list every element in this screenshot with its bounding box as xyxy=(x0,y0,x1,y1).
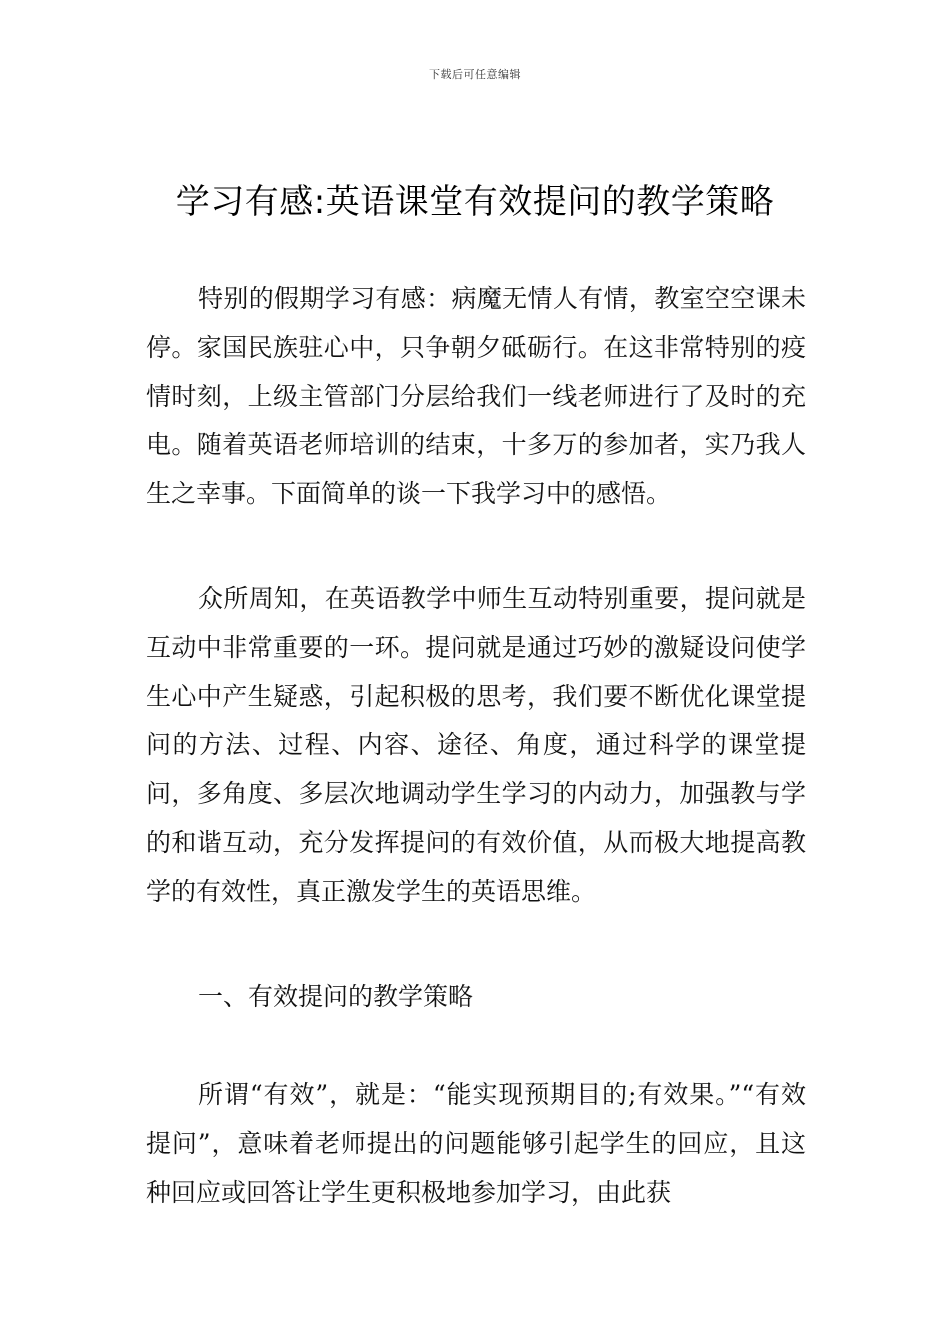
paragraph-effective-definition: 所谓“有效”，就是：“能实现预期目的;有效果。”“有效提问”，意味着老师提出的问题能够引起学生的回应，且这种回应或回答让学生更积极地参加学习，由此获 xyxy=(146,1080,806,1207)
section-heading-1: 一、有效提问的教学策略 xyxy=(198,982,474,1011)
paragraph-intro: 特别的假期学习有感：病魔无情人有情，教室空空课未停。家国民族驻心中，只争朝夕砥砺行。在这非常特别的疫情时刻，上级主管部门分层给我们一线老师进行了及时的充电。随着英语老师培训的结束，十多万的参加者，实乃我人生之幸事。下面简单的谈一下我学习中的感悟。 xyxy=(146,284,806,509)
document-title: 学习有感:英语课堂有效提问的教学策略 xyxy=(175,182,775,222)
paragraph-questioning: 众所周知，在英语教学中师生互动特别重要，提问就是互动中非常重要的一环。提问就是通过巧妙的激疑设问使学生心中产生疑惑，引起积极的思考，我们要不断优化课堂提问的方法、过程、内容、途径、角度，通过科学的课堂提问，多角度、多层次地调动学生学习的内动力，加强教与学的和谐互动，充分发挥提问的有效价值，从而极大地提高教学的有效性，真正激发学生的英语思维。 xyxy=(146,584,806,906)
header-note: 下载后可任意编辑 xyxy=(429,68,521,81)
